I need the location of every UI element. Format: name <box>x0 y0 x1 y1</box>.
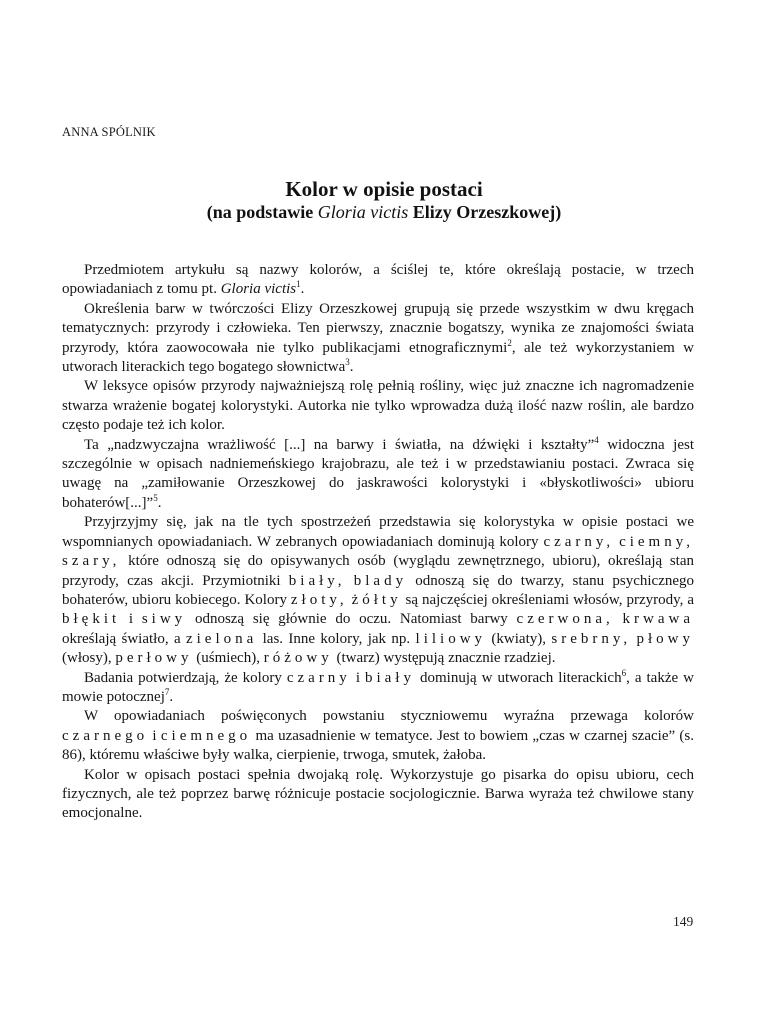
footnote-marker: 2 <box>507 337 512 348</box>
text-run: odnoszą się głównie do oczu. Natomiast barwy <box>186 611 517 628</box>
text-run: odnoszą się do twarzy, stanu psychicznego bohaterów, ubioru kobiecego. Kolory <box>62 572 695 608</box>
text-run: . <box>300 281 305 298</box>
text-run: i <box>120 611 142 628</box>
text-run: Przyjrzyjmy się, jak na tle tych spostrzeżeń przedstawia się kolorystyka w opisie postaci we wspomnianych opowiadaniach. W zebranych opowiadaniach dominują kolory <box>62 514 694 550</box>
spaced-color-term: czarny, <box>543 533 615 550</box>
paragraph <box>62 377 694 435</box>
spaced-color-term: szary, <box>62 553 121 570</box>
article-body <box>62 261 694 824</box>
paragraph <box>62 436 694 514</box>
spaced-color-term: perłowy <box>115 650 193 667</box>
text-run: (twarz) występują znacznie rzadziej. <box>332 650 556 667</box>
footnote-marker: 4 <box>594 434 599 445</box>
paragraph <box>62 766 694 824</box>
text-run: dominują w utworach literackich <box>414 669 622 686</box>
spaced-color-term: siwy <box>141 611 187 628</box>
text-run: Kolor w opisach postaci spełnia dwojaką rolę. Wykorzystuje go pisarka do opisu ubioru, cech fizycznych, ale też poprzez barwę różnicuje postacie socjologicznie. Barwa wyraża też chwilowe stany emocjonalne. <box>62 766 694 822</box>
footnote-marker: 6 <box>621 667 627 678</box>
footnote-marker: 7 <box>164 686 170 697</box>
spaced-color-term: czerwona, <box>516 611 614 628</box>
spaced-color-term: biały, <box>288 572 346 589</box>
paragraph <box>62 669 694 708</box>
paragraph <box>62 261 694 300</box>
text-run: Badania potwierdzają, że kolory <box>84 669 287 686</box>
text-run: , ale też wykorzystaniem w utworach literackich tego bogatego słownictwa <box>62 339 694 376</box>
text-run <box>346 573 354 589</box>
text-run <box>614 611 623 627</box>
spaced-color-term: liliowy <box>415 630 487 647</box>
text-run: Przedmiotem artykułu są nazwy kolorów, a ściślej te, które określają postacie, w trzech opowiadaniach z tomu pt. <box>62 262 694 298</box>
spaced-color-term: ciemnego <box>160 727 252 744</box>
text-run: są najczęściej określeniami włosów, przyrody, a <box>401 591 694 608</box>
footnote-marker: 1 <box>296 279 301 290</box>
article-title: Kolor w opisie postaci <box>285 177 483 201</box>
text-run: ma uzasadnienie w tematyce. Jest to bowiem „czas w czarnej szacie” (s. 86), któremu właściwe były walka, cierpienie, trwoga, smutek, żałoba. <box>62 727 695 764</box>
page-number: 149 <box>673 914 694 929</box>
text-run: las. Inne kolory, jak np. <box>257 630 416 647</box>
spaced-color-term: czarny <box>286 669 351 686</box>
spaced-color-term: żółty <box>351 591 402 608</box>
italic-text: Gloria victis <box>220 281 297 298</box>
text-run: W leksyce opisów przyrody najważniejszą rolę pełnią rośliny, więc już znaczne ich nagromadzenie stwarza wrażenie bogatej kolorystyki. Autorka nie tylko wprowadza dużą ilość nazw roślin, ale bardzo często podaje też ich kolor. <box>62 378 694 434</box>
text-run: , a także w mowie potocznej <box>62 669 694 705</box>
subtitle-prefix: (na podstawie <box>206 202 318 222</box>
text-run: (włosy), <box>62 650 116 667</box>
text-run: W opowiadaniach poświęconych powstaniu styczniowemu wyraźna przewaga kolorów <box>84 708 694 725</box>
spaced-color-term: błękit <box>62 611 121 628</box>
footnote-marker: 5 <box>153 492 158 503</box>
footnote-marker: 3 <box>345 357 350 368</box>
article-subtitle <box>0 201 768 224</box>
spaced-color-term: różowy <box>263 650 333 667</box>
spaced-color-term: krwawa <box>622 611 694 628</box>
text-run: Określenia barw w twórczości Elizy Orzeszkowej grupują się przede wszystkim w dwu kręgach tematycznych: przyrody i człowieka. Ten pierwszy, znacznie bogatszy, wynika ze znajomości świata przyrody, która zaowocowała nie tylko publikacjami etnograficznymi <box>62 300 694 356</box>
text-run: . <box>169 688 174 705</box>
text-run: i <box>350 669 365 686</box>
author-name: ANNA SPÓLNIK <box>62 125 156 139</box>
text-run: (kwiaty), <box>486 630 552 647</box>
subtitle-italic-title: Gloria victis <box>317 202 409 222</box>
text-run: i <box>148 727 161 744</box>
subtitle-suffix: Elizy Orzeszkowej) <box>408 202 562 222</box>
paragraph <box>62 513 694 668</box>
text-run: . <box>349 359 354 376</box>
text-run: . <box>157 494 162 511</box>
paragraph <box>62 300 694 378</box>
text-run: określają światło, a <box>62 630 186 647</box>
spaced-color-term: złoty, <box>290 591 348 608</box>
text-run: które odnoszą się do opisywanych osób (wyglądu zewnętrznego, ubioru), określają stan przyrody, czas akcji. Przymiotniki <box>62 553 694 589</box>
spaced-color-term: srebrny, <box>551 630 632 647</box>
title-block <box>0 177 768 224</box>
spaced-color-term: czarnego <box>62 727 149 744</box>
text-run: widoczna jest szczególnie w opisach nadniemeńskiego krajobrazu, ale też i w przedstawianiu postaci. Zwraca się uwagę na „zamiłowanie Orzeszkowej do jaskrawości kolorystyki i «błyskotliwości» ubioru bohaterów[...]” <box>62 436 694 511</box>
paragraph <box>62 707 694 765</box>
spaced-color-term: ciemny, <box>619 533 695 550</box>
text-run: Ta „nadzwyczajna wrażliwość [...] na barwy i światła, na dźwięki i kształty” <box>84 436 595 453</box>
spaced-color-term: zielona <box>185 630 258 647</box>
text-run: (uśmiech), <box>192 650 264 667</box>
spaced-color-term: płowy <box>636 630 694 647</box>
spaced-color-term: blady <box>353 572 408 589</box>
spaced-color-term: biały <box>364 669 415 686</box>
